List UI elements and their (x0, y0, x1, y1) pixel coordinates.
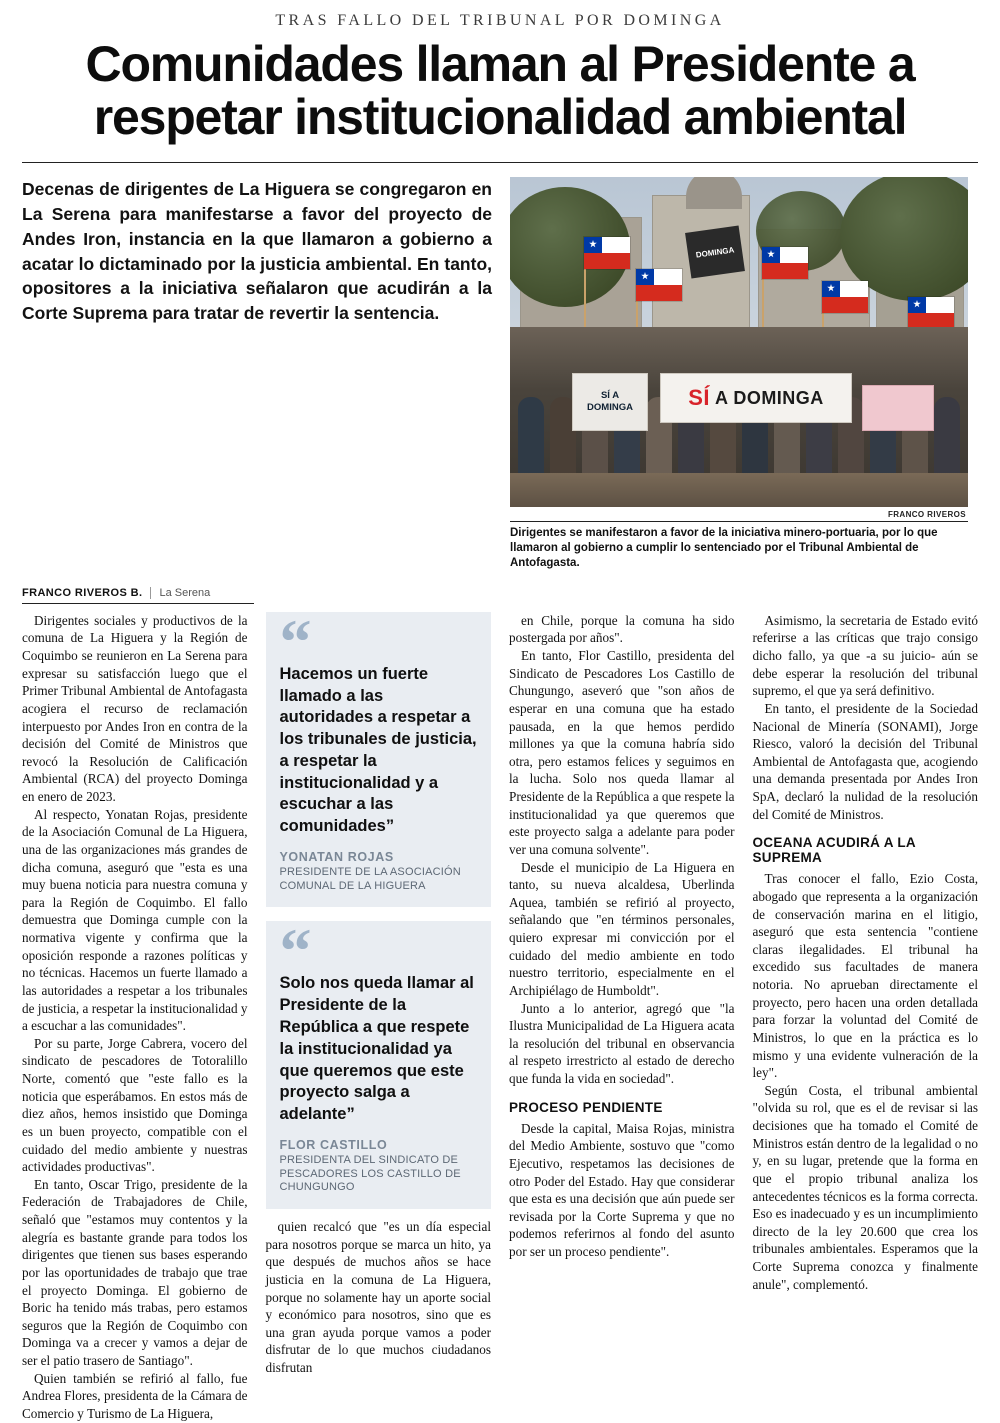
chilean-flag (762, 247, 808, 279)
banner-left-line-1: SÍ A (600, 390, 620, 402)
ground (510, 473, 968, 507)
byline-place: La Serena (150, 587, 210, 599)
section-subhead: PROCESO PENDIENTE (509, 1099, 663, 1115)
flag-star (641, 272, 649, 280)
flag-star (767, 250, 775, 258)
paragraph: en Chile, porque la comuna ha sido postergada por años". (509, 612, 735, 646)
byline-author: FRANCO RIVEROS B. (22, 586, 143, 599)
quote-mark-icon: “ (279, 605, 309, 677)
chilean-flag (908, 297, 954, 329)
chilean-flag (584, 237, 630, 269)
flag-star (913, 300, 921, 308)
quote-text: Solo nos queda llamar al Presidente de la República a que respete la institucionalidad ya que queremos que este proyecto salga a adelante” (279, 974, 474, 1124)
section-subhead: OCEANA ACUDIRÁ A LA SUPREMA (752, 835, 916, 866)
photo-column (510, 177, 968, 571)
headline-line-2: respetar institucionalidad ambiental (93, 89, 907, 145)
banner-main-text: A DOMINGA (714, 387, 824, 408)
paragraph: Desde la capital, Maisa Rojas, ministra del Medio Ambiente, sostuvo que "como Ejecutivo, respetamos las decisiones de otro Poder del Estado. Hay que considerar que esta es una decisión que aún puede ser revisada por la Corte Suprema y que no podemos referirnos al fondo del asunto por ser un proceso pendiente". (509, 1120, 735, 1260)
lead-paragraph: Decenas de dirigentes de La Higuera se congregaron en La Serena para manifestarse a favor del proyecto de Andes Iron, instancia en la que llamaron a gobierno a acatar lo dictaminado por la justicia ambiental. En tanto, opositores a la iniciativa señalaron que acudirán a la Corte Suprema para tratar de revertir la sentencia. (22, 179, 492, 324)
paragraph: Tras conocer el fallo, Ezio Costa, abogado que representa a la organización de conservación marina en el litigio, aseguró que esta sentencia "contiene claras ilegalidades. El tribunal ha excedido sus facultades de manera notoria. No aprueban directamente el proyecto, pero hacen una orden detallada para forzar la voluntad del Comité de Ministros, lo que en la práctica es lo mismo y una evidente vulneración de la ley". (752, 871, 978, 1081)
dome (686, 177, 742, 209)
paragraph: Desde el municipio de La Higuera en tanto, su nueva alcaldesa, Uberlinda Aquea, también se refirió al proyecto, señalando que "en términos personales, quiero expresar mi convicción por el cuidado del medio ambiente en todo nuestro territorio, especialmente en el Archipiélago de Humboldt". (509, 859, 735, 998)
protest-photo (510, 177, 968, 507)
pull-quote-yonatan-rojas (266, 605, 492, 908)
paragraph: Junto a lo anterior, agregó que "la Ilustra Municipalidad de La Higuera acata la resolución del tribunal en observancia al respeto irrestricto al estado de derecho que funda la vida en sociedad". (509, 1000, 735, 1087)
chilean-flag (636, 269, 682, 301)
paragraph: Por su parte, Jorge Cabrera, vocero del sindicato de pescadores de Totoralillo Norte, comentó que "este fallo es la noticia que esperábamos. En estos más de diez años, hemos insistido que Dominga es un buen proyecto, compatible con el cuidado del medio ambiente y nuestras actividades productivas". (22, 1035, 248, 1175)
paragraph: Dirigentes sociales y productivos de la comuna de La Higuera y la Región de Coquimbo se reunieron en La Serena para expresar su satisfacción luego que el Primer Tribunal Ambiental de Antofagasta acogiera el recurso de reclamación interpuesto por Andes Iron en contra de la decisión del Comité de Ministros que revocó la Resolución de Calificación Ambiental (RCA) del proyecto Dominga en enero de 2023. (22, 612, 248, 805)
quote-author-role: PRESIDENTA DEL SINDICATO DE PESCADORES LOS CASTILLO DE CHUNGUNGO (279, 1153, 461, 1194)
quote-mark-icon: “ (279, 915, 309, 987)
column-4 (753, 612, 979, 1423)
divider (22, 162, 978, 163)
paragraph: Según Costa, el tribunal ambiental "olvida su rol, que es el de revisar si las decisiones que ha tomado el Comité de Ministros están dentro de la legalidad o no y, en su lugar, pretende que la forma en que el propio tribunal analiza los antecedentes técnicos es la forma correcta. Eso es inadecuado y es un incumplimiento directo de la ley 20.600 que crea los tribunales ambientales. Esperamos que la Corte Suprema conozca y finalmente anule", complementó. (752, 1082, 978, 1292)
black-flag: DOMINGA (685, 225, 745, 278)
quote-author-role: PRESIDENTE DE LA ASOCIACIÓN COMUNAL DE LA HIGUERA (279, 865, 461, 892)
quote-author: FLOR CASTILLO (279, 1137, 388, 1152)
banner-si-prefix: SÍ (688, 385, 710, 410)
banner-right (862, 385, 934, 431)
lead-section (22, 177, 978, 571)
photo-caption: Dirigentes se manifestaron a favor de la iniciativa minero-portuaria, por lo que llamaron al gobierno a cumplir lo sentenciado por el Tribunal Ambiental de Antofagasta. (510, 521, 968, 571)
flag-star (827, 284, 835, 292)
paragraph: En tanto, Oscar Trigo, presidente de la Federación de Trabajadores de Chile, señaló que "estamos muy contentos y la alegría es bastante grande para todos los dirigentes que tienen sus bases esperando por las oportunidades de trabajo que trae el proyecto Dominga. El gobierno de Boric ha tenido más trabas, pero estamos seguros que la Región de Coquimbo con Dominga va a crecer y vamos a dejar de ser el patio trasero de Santiago". (22, 1176, 248, 1369)
spacer (266, 1209, 492, 1218)
flag-star (589, 240, 597, 248)
banner-si-a-dominga (660, 373, 852, 423)
column-1 (22, 612, 248, 1423)
banner-left (572, 373, 648, 431)
paragraph: Quien también se refirió al fallo, fue Andrea Flores, presidenta de la Cámara de Comercio y Turismo de La Higuera, (22, 1370, 248, 1421)
paragraph: En tanto, el presidente de la Sociedad Nacional de Minería (SONAMI), Jorge Riesco, valoró la decisión del Tribunal Ambiental de Antofagasta que, acogiendo una demanda presentada por Andes Iron SpA, declaró la nulidad de la resolución del Comité de Ministros. (752, 700, 978, 822)
chilean-flag (822, 281, 868, 313)
byline (22, 587, 254, 604)
paragraph: Asimismo, la secretaria de Estado evitó referirse a las críticas que trajo consigo dicho fallo, ya que -a su juicio- aún se debe esperar la resolución del tribunal supremo, el que ya será definitivo. (752, 612, 978, 699)
column-2 (265, 605, 492, 1423)
paragraph: quien recalcó que "es un día especial para nosotros porque se marca un hito, ya que después de muchos años se hace justicia en la comuna de La Higuera, porque no solamente hay un aporte social y económico para nosotros, sino que es una gran ayuda porque vamos a poder disfrutar de lo que muchos ciudadanos disfrutan (265, 1219, 491, 1376)
paragraph: En tanto, Flor Castillo, presidenta del Sindicato de Pescadores Los Castillo de Chungungo, aseveró que "son años de esperar en una comuna que ha estado pausada, en la que hemos perdido millones ya que la comuna habría sido otra, pero estamos felices y seguimos en la lucha. Solo nos queda llamar al Presidente de la República a que respete la institucionalidad ya que queremos que este proyecto salga a adelante para poder ver una comuna solvente". (509, 648, 735, 857)
banner-left-line-2: DOMINGA (587, 402, 633, 413)
headline-line-1: Comunidades llaman al Presidente a (85, 36, 915, 92)
photo-credit: FRANCO RIVEROS (887, 510, 966, 519)
kicker: TRAS FALLO DEL TRIBUNAL POR DOMINGA (275, 12, 725, 29)
quote-author: YONATAN ROJAS (279, 849, 394, 864)
paragraph: Al respecto, Yonatan Rojas, presidente de la Asociación Comunal de La Higuera, una de las organizaciones más grandes de dicha comuna, aseguró que "esta es una muy buena noticia para nuestra comuna y para la Región de Coquimbo. El fallo demuestra que Dominga cumple con la normativa vigente y confirma que la oposición responde a razones políticas y no técnicas. Hacemos un fuerte llamado a las autoridades a respetar a los tribunales de justicia, a respetar la institucionalidad y a escuchar a las comunidades". (22, 806, 248, 1034)
body-columns (22, 605, 978, 1423)
quote-text: Hacemos un fuerte llamado a las autoridades a respetar a los tribunales de justicia, a respetar la institucionalidad y a escuchar a las comunidades” (279, 664, 477, 836)
page-title (22, 38, 978, 144)
pull-quote-flor-castillo (266, 915, 492, 1209)
column-3 (509, 612, 735, 1423)
